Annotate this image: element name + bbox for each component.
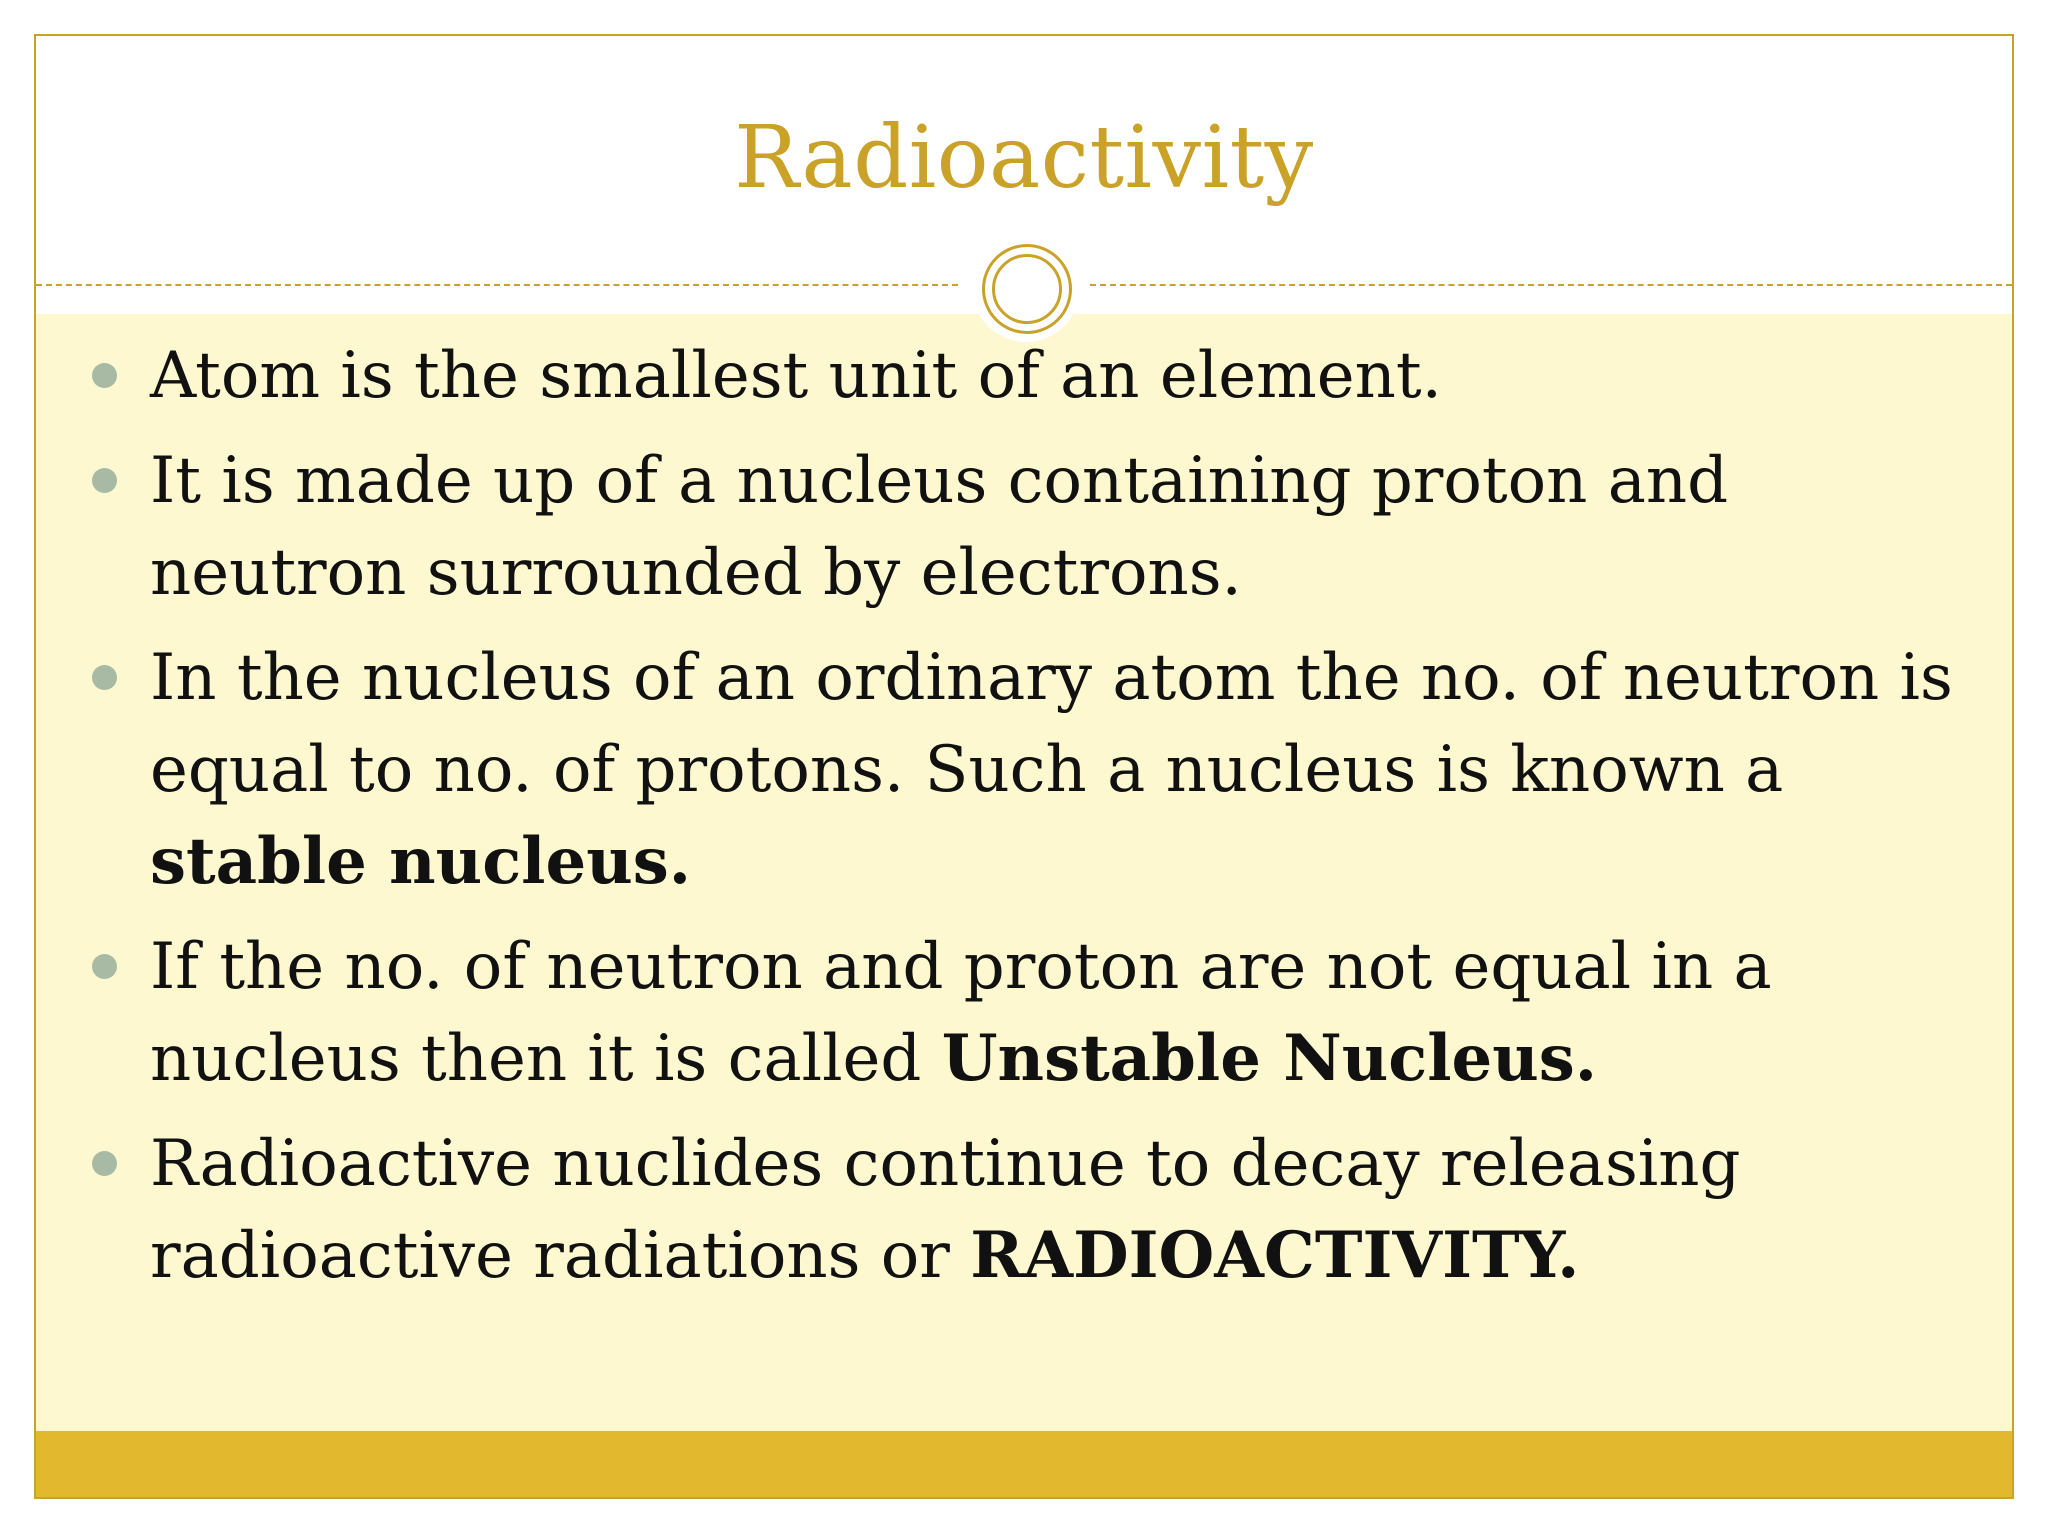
bullet-dot-icon: [92, 363, 117, 388]
ornament-inner-ring: [992, 254, 1062, 324]
bullet-item-radioactivity: [66, 1118, 1956, 1302]
bullet-list: [66, 330, 1956, 1315]
bullet-bold-term: RADIOACTIVITY.: [970, 1218, 1580, 1293]
circle-ornament-icon: [972, 234, 1080, 342]
bullet-dot-icon: [92, 665, 117, 690]
bullet-text: Atom is the smallest unit of an element.: [150, 339, 1442, 413]
bullet-dot-icon: [92, 954, 117, 979]
bullet-bold-term: stable nucleus.: [150, 824, 692, 899]
bullet-item-atom: [66, 330, 1956, 422]
ornament-outer-ring: [982, 244, 1072, 334]
bullet-item-stable-nucleus: [66, 632, 1956, 908]
bullet-bold-term: Unstable Nucleus.: [941, 1021, 1598, 1096]
bullet-text: Radioactive nuclides continue to decay releasing radioactive radiations or: [150, 1127, 1741, 1293]
bullet-text: In the nucleus of an ordinary atom the no. of neutron is equal to no. of protons. Such a nucleus is known a: [150, 641, 1953, 807]
bullet-item-nucleus-structure: [66, 435, 1956, 619]
bullet-dot-icon: [92, 1151, 117, 1176]
bullet-text: It is made up of a nucleus containing proton and neutron surrounded by electrons.: [150, 444, 1729, 610]
bullet-text: If the no. of neutron and proton are not equal in a nucleus then it is called: [150, 930, 1772, 1096]
bullet-dot-icon: [92, 468, 117, 493]
footer-band: [36, 1431, 2012, 1497]
title-divider-left: [36, 284, 958, 286]
slide-title: Radioactivity: [734, 108, 1314, 208]
bullet-item-unstable-nucleus: [66, 921, 1956, 1105]
title-divider-right: [1090, 284, 2012, 286]
